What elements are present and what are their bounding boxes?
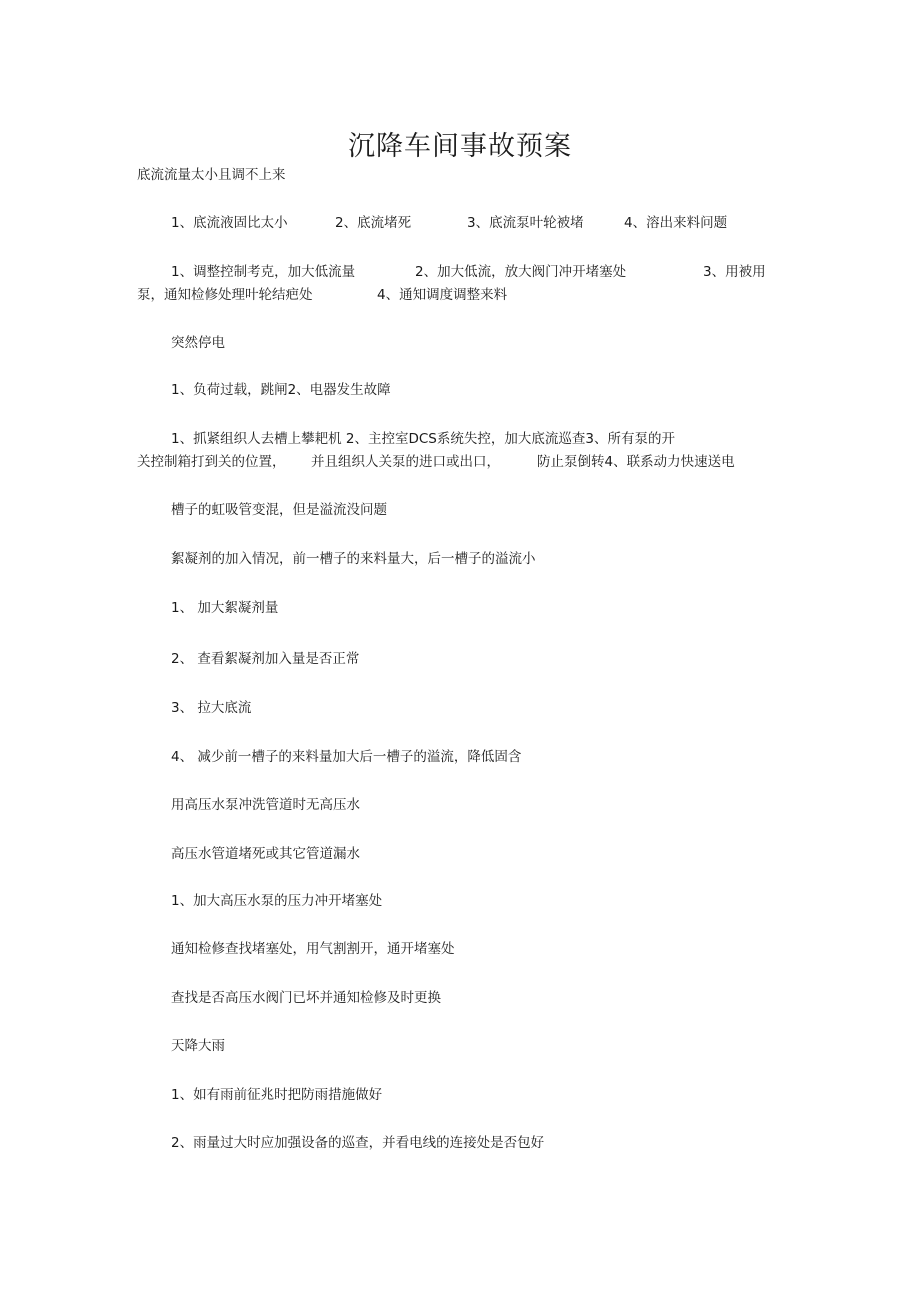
measure-row-continued [137,453,735,471]
measure-item: 查找是否高压水阀门已坏并通知检修及时更换 [171,990,441,1006]
measure-item: 2、加大低流，放大阀门冲开堵塞处 [415,264,627,280]
section-heading: 突然停电 [171,335,225,351]
section-heading: 槽子的虹吸管变混，但是溢流没问题 [171,502,387,518]
cause-item: 3、底流泵叶轮被堵 [467,215,584,231]
section-heading: 底流流量太小且调不上来 [137,167,286,183]
section-heading: 用高压水泵冲洗管道时无高压水 [171,797,360,813]
section-heading: 天降大雨 [171,1038,225,1054]
measure-text: 1、抓紧组织人去槽上攀耙机 2、主控室DCS系统失控，加大底流巡查3、所有泵的开 [171,431,675,447]
measure-item: 1、 加大絮凝剂量 [171,600,279,616]
cause-item: 1、底流液固比太小 [171,215,288,231]
measure-row [171,263,766,281]
measure-row-continued [137,286,507,304]
measure-item: 通知检修查找堵塞处，用气割割开，通开堵塞处 [171,941,455,957]
cause-text: 絮凝剂的加入情况，前一槽子的来料量大，后一槽子的溢流小 [171,551,536,567]
cause-text: 高压水管道堵死或其它管道漏水 [171,846,360,862]
cause-item: 4、溶出来料问题 [624,215,728,231]
measure-item: 并且组织人关泵的进口或出口， [311,454,500,470]
measure-item: 3、用被用 [703,264,766,280]
measure-item: 1、调整控制考克，加大低流量 [171,264,356,280]
measure-item: 2、 查看絮凝剂加入量是否正常 [171,651,360,667]
cause-item: 2、底流堵死 [335,215,412,231]
measure-item: 3、 拉大底流 [171,700,252,716]
measure-item: 4、 减少前一槽子的来料量加大后一槽子的溢流，降低固含 [171,749,522,765]
measure-item: 1、如有雨前征兆时把防雨措施做好 [171,1087,383,1103]
measure-item: 4、通知调度调整来料 [377,287,508,303]
document-title: 沉降车间事故预案 [348,131,572,162]
measure-item: 2、雨量过大时应加强设备的巡查，并看电线的连接处是否包好 [171,1135,545,1151]
measure-item: 泵，通知检修处理叶轮结疤处 [137,287,313,303]
cause-row [171,214,727,232]
measure-item: 防止泵倒转4、联系动力快速送电 [537,454,735,470]
measure-item: 关控制箱打到关的位置， [137,454,286,470]
cause-text: 1、负荷过载，跳闸2、电器发生故障 [171,382,391,398]
measure-item: 1、加大高压水泵的压力冲开堵塞处 [171,893,383,909]
